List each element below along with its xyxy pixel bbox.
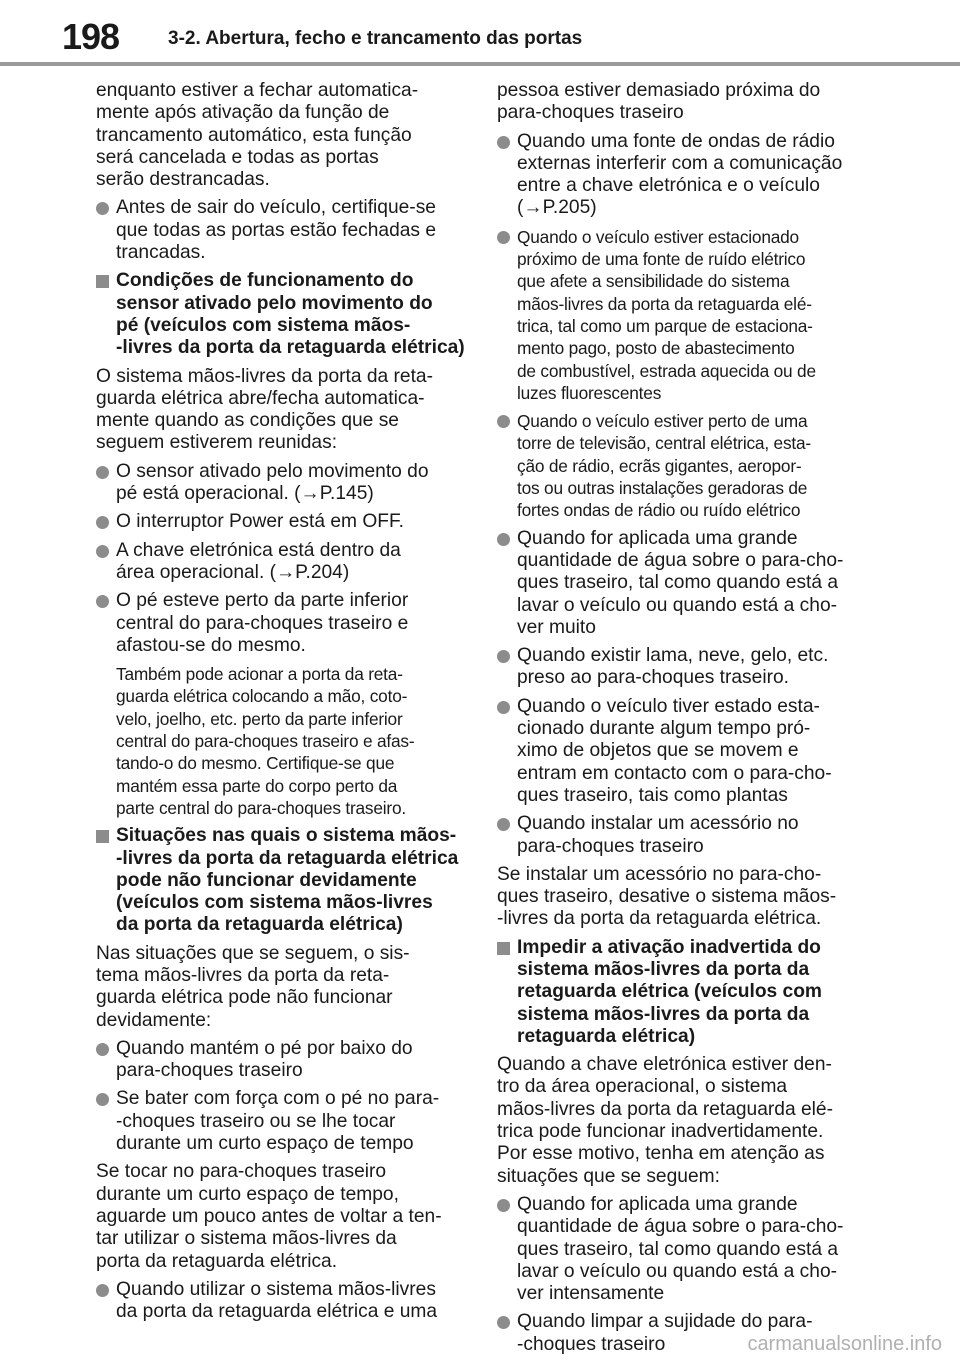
bullet-text: O interruptor Power está em OFF. [116,511,404,533]
paragraph: Nas situações que se seguem, o sis- tema mãos-livres da porta da reta- guarda elétrica pode não funcionar devidamente: [96,942,410,1031]
subsection-heading [497,937,867,1048]
round-bullet-icon [497,813,517,858]
heading-text: Condições de funcionamento do sensor ativado pelo movimento do pé (veículos com sistema mãos- -livres da porta da retaguarda elétrica) [116,270,465,359]
bullet-item [96,461,466,506]
bullet-text: Quando o veículo tiver estado esta- cionado durante algum tempo pró- ximo de objetos que se movem e entram em contacto com o para-cho- ques traseiro, tais como plantas [517,695,832,806]
bullet-item [96,590,466,657]
round-bullet-icon [96,1279,116,1324]
bullet-item [497,813,867,858]
bullet-text: Quando instalar um acessório no para-choques traseiro [517,813,799,857]
bullet-item [96,1038,466,1083]
page-header [0,0,960,70]
bullet-item [497,410,867,521]
bullet-item [497,1194,867,1305]
bullet-item [497,131,867,220]
bullet-text: Quando for aplicada uma grande quantidade de água sobre o para-cho- ques traseiro, tal como quando está a lavar o veículo ou quando está a cho- ver muito [517,527,844,638]
paragraph: Se instalar um acessório no para-cho- ques traseiro, desative o sistema mãos- -livres da porta da retaguarda elétrica. [497,863,837,930]
round-bullet-icon [497,1311,517,1356]
bullet-item [96,197,466,264]
bullet-item [96,540,466,585]
bullet-text: O pé esteve perto da parte inferior central do para-choques traseiro e afastou-se do mesmo. [116,590,409,656]
bullet-item [497,696,867,807]
bullet-item [96,1279,466,1324]
round-bullet-icon [497,1194,517,1305]
bullet-text: Quando existir lama, neve, gelo, etc. preso ao para-choques traseiro. [517,645,829,689]
bullet-text: Antes de sair do veículo, certifique-se que todas as portas estão fechadas e trancadas. [116,197,437,264]
heading-text: Impedir a ativação inadvertida do sistema mãos-livres da porta da retaguarda elétrica (veículos com sistema mãos-livres da porta da retaguarda elétrica) [517,936,822,1047]
header-divider [0,62,960,66]
round-bullet-icon [96,590,116,657]
paragraph: Quando a chave eletrónica estiver den- tro da área operacional, o sistema mãos-livres da porta da retaguarda elé- trica pode funcionar inadvertidamente. Por esse motivo, tenha em atenção as situações que se seguem: [497,1054,833,1187]
bullet-item [497,226,867,404]
bullet-item [497,645,867,690]
page-number: 198 [62,16,120,57]
subsection-heading [96,270,466,359]
round-bullet-icon [96,511,116,533]
bullet-text: Quando limpar a sujidade do para- -choques traseiro [517,1311,813,1355]
round-bullet-icon [497,131,517,220]
round-bullet-icon [497,410,517,521]
square-bullet-icon [497,937,517,1048]
round-bullet-icon [96,1038,116,1083]
bullet-item [497,528,867,639]
continued-paragraph: enquanto estiver a fechar automatica- mente após ativação da função de trancamento automático, esta função será cancelada e todas as portas serão destrancadas. [96,80,419,191]
section-title: 3-2. Abertura, fecho e trancamento das portas [168,28,583,49]
square-bullet-icon [96,270,116,359]
bullet-text: Quando mantém o pé por baixo do para-choques traseiro [116,1037,413,1082]
subsection-heading [96,825,466,936]
left-column [96,80,466,1329]
round-bullet-icon [497,528,517,639]
round-bullet-icon [497,696,517,807]
paragraph: Se tocar no para-choques traseiro durante um curto espaço de tempo, aguarde um pouco antes de voltar a ten- tar utilizar o sistema mãos-livres da porta da retaguarda elétrica. [96,1161,442,1272]
heading-text: Situações nas quais o sistema mãos- -livres da porta da retaguarda elétrica pode não funcionar devidamente (veículos com sistema mãos-livres da porta da retaguarda elétrica) [116,825,459,936]
bullet-text: Quando for aplicada uma grande quantidade de água sobre o para-cho- ques traseiro, tal como quando está a lavar o veículo ou quando está a cho- ver intensamente [517,1193,844,1305]
bullet-item [96,511,466,533]
bullet-text: O sensor ativado pelo movimento do pé está operacional. (→P.145) [116,460,429,505]
bullet-text: Quando o veículo estiver perto de uma torre de televisão, central elétrica, esta- ção de rádio, ecrãs gigantes, aeropor- tos ou outras instalações geradoras de fortes ondas de rádio ou ruído elétrico [517,411,811,521]
bullet-item [96,1088,466,1155]
bullet-text: Quando o veículo estiver estacionado próximo de uma fonte de ruído elétrico que afete a sensibilidade do sistema mãos-livres da porta da retaguarda elé- trica, tal como um parque de estaciona- mento pago, posto de abastecimento de combustível, estrada aquecida ou de luzes fluorescentes [517,226,816,403]
bullet-text: A chave eletrónica está dentro da área operacional. (→P.204) [116,539,401,583]
round-bullet-icon [497,645,517,690]
right-column [497,80,867,1362]
bullet-text: Quando utilizar o sistema mãos-livres da porta da retaguarda elétrica e uma [116,1278,438,1323]
square-bullet-icon [96,825,116,936]
continued-paragraph: Também pode acionar a porta da reta- guarda elétrica colocando a mão, coto- velo, joelho, etc. perto da parte inferior central do para-choques traseiro e afas- tando-o do mesmo. Certifique-se que mantém essa parte do corpo perto da parte central do para-choques traseiro. [116,664,415,818]
round-bullet-icon [96,197,116,264]
round-bullet-icon [96,461,116,506]
round-bullet-icon [96,540,116,585]
round-bullet-icon [96,1088,116,1155]
continued-paragraph: pessoa estiver demasiado próxima do para-choques traseiro [497,80,821,124]
bullet-text: Quando uma fonte de ondas de rádio externas interferir com a comunicação entre a chave eletrónica e o veículo (→P.205) [517,130,843,219]
paragraph: O sistema mãos-livres da porta da reta- guarda elétrica abre/fecha automatica- mente quando as condições que se seguem estiverem reunidas: [96,365,433,454]
round-bullet-icon [497,226,517,404]
watermark-text: carmanualsonline.info [747,1333,942,1355]
bullet-text: Se bater com força com o pé no para- -choques traseiro ou se lhe tocar durante um curto espaço de tempo [116,1088,440,1155]
